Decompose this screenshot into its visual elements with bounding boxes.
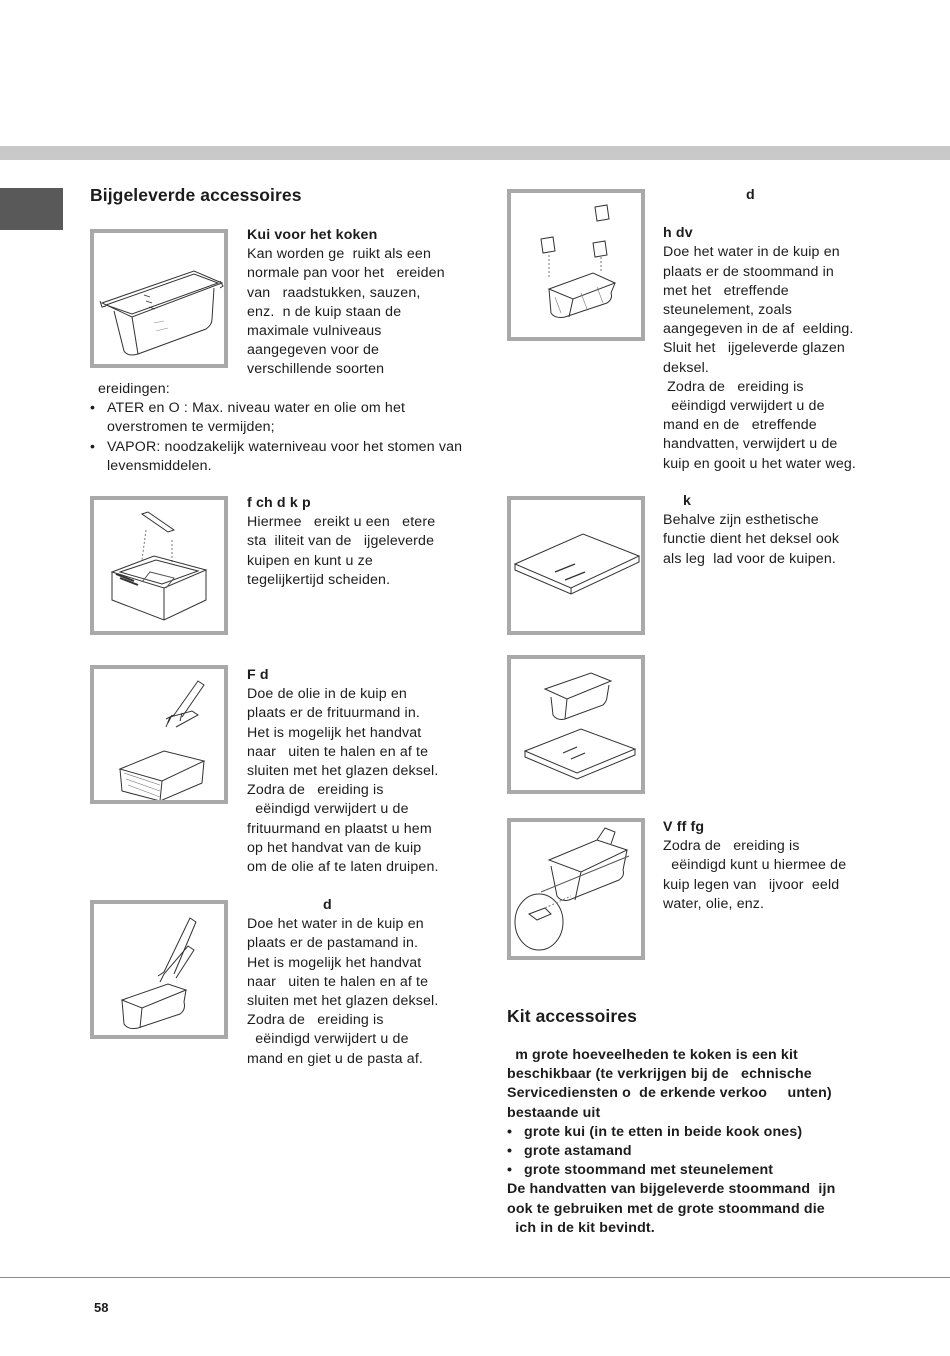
divider-title: f ch d k p [247, 495, 311, 511]
steam-basket-subtitle: h dv [663, 225, 693, 242]
top-gray-band [0, 146, 950, 160]
divider-illustration [90, 496, 228, 635]
section-tab-marker [0, 188, 63, 230]
section-title-kit: Kit accessoires [507, 1006, 637, 1026]
pasta-basket-title: d [323, 897, 332, 913]
empty-tool-description [663, 818, 888, 914]
list-item: • grote kui (in te etten in beide kook ones) [507, 1123, 887, 1142]
pasta-basket-text: Doe het water in de kuip en plaats er de pastamand in. Het is mogelijk het handvat naar uiten te halen en af te sluiten met het glazen deksel. Zodra de ereiding is eëindigd verwijdert u de mand en giet u de pasta af. [247, 916, 439, 1067]
lid-tray-illustration [507, 655, 645, 794]
fry-basket-description [247, 666, 472, 877]
kit-intro: m grote hoeveelheden te koken is een kit beschikbaar (te verkrijgen bij de echnische Servicediensten o de erkende verkoo unten) bestaande uit [507, 1047, 832, 1121]
kit-description [507, 1046, 887, 1238]
bottom-divider [0, 1277, 950, 1278]
fry-basket-title: F d [247, 667, 269, 683]
steam-basket-text: Doe het water in de kuip en plaats er de stoommand in met het etreffende steunelement, zoals aangegeven in de af eelding. Sluit het ijgeleverde glazen deksel. Zodra de ereiding is eëindigd verwijdert u de mand en de etreffende handvatten, verwijdert u de kuip en gooit u het water weg. [663, 244, 856, 472]
section-title-accessories: Bijgeleverde accessoires [90, 185, 302, 205]
lid-illustration [507, 496, 645, 635]
pasta-basket-illustration [90, 900, 228, 1039]
list-item: • grote stoommand met steunelement [507, 1161, 887, 1180]
lid-description [663, 492, 888, 569]
page-number: 58 [94, 1300, 109, 1315]
lid-text: Behalve zijn esthetische functie dient het deksel ook als leg lad voor de kuipen. [663, 512, 840, 567]
pasta-basket-description [247, 896, 472, 1069]
lid-title: k [683, 493, 692, 509]
empty-tool-text: Zodra de ereiding is eëindigd kunt u hiermee de kuip legen van ijvoor eeld water, olie, enz. [663, 838, 847, 912]
list-item: • grote astamand [507, 1142, 887, 1161]
empty-tool-illustration [507, 818, 645, 960]
list-item: • VAPOR: noodzakelijk waterniveau voor het stomen van levensmiddelen. [90, 438, 470, 476]
tray-text: Kan worden ge ruikt als een normale pan voor het ereiden van raadstukken, sauzen, enz. n de kuip staan de maximale vulniveaus aangegeven voor de verschillende soorten [247, 246, 445, 378]
tray-illustration [90, 229, 228, 368]
tray-text-continued: ereidingen: [98, 381, 170, 397]
tray-title: Kui voor het koken [247, 227, 378, 243]
kit-outro: De handvatten van bijgeleverde stoommand ijn ook te gebruiken met de grote stoommand die ich in de kit bevindt. [507, 1181, 836, 1236]
divider-description [247, 494, 472, 590]
fry-basket-illustration [90, 665, 228, 804]
steam-basket-illustration [507, 189, 645, 341]
steam-basket-description [663, 186, 888, 474]
list-item: • ATER en O : Max. niveau water en olie om het overstromen te vermijden; [90, 399, 470, 437]
tray-levels [90, 380, 470, 476]
fry-basket-text: Doe de olie in de kuip en plaats er de frituurmand in. Het is mogelijk het handvat naar uiten te halen en af te sluiten met het glazen deksel. Zodra de ereiding is eëindigd verwijdert u de frituurmand en plaatst u hem op het handvat van de kuip om de olie af te laten druipen. [247, 686, 439, 876]
empty-tool-title: V ff fg [663, 819, 705, 835]
tray-description [247, 226, 472, 380]
divider-text: Hiermee ereikt u een etere sta iliteit van de ijgeleverde kuipen en kunt u ze tegelijkertijd scheiden. [247, 514, 436, 588]
steam-basket-title: d [746, 187, 755, 203]
